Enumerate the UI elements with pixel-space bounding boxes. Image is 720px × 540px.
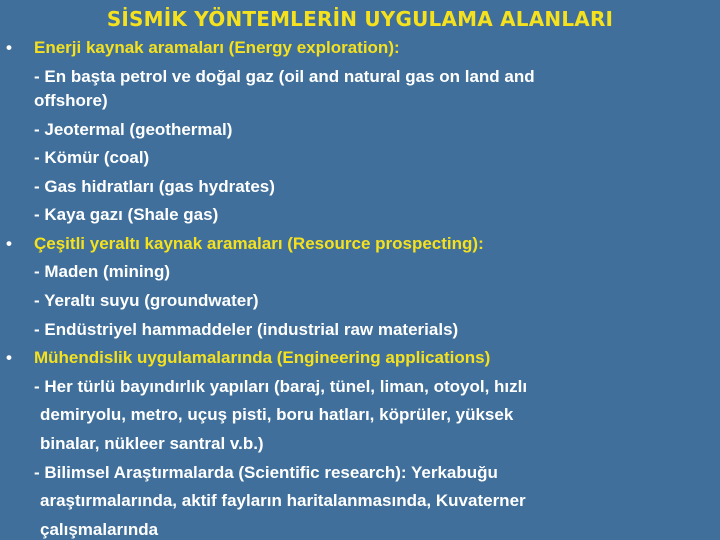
bullet-icon: • bbox=[6, 348, 12, 367]
list-item: - Endüstriyel hammaddeler (industrial raw materials) bbox=[34, 320, 459, 339]
slide-title: SİSMİK YÖNTEMLERİN UYGULAMA ALANLARI bbox=[106, 7, 614, 31]
list-item: - Yeraltı suyu (groundwater) bbox=[34, 291, 259, 310]
list-item-continuation: çalışmalarında bbox=[40, 520, 159, 539]
section-heading-resources: Çeşitli yeraltı kaynak aramaları (Resource prospecting): bbox=[34, 234, 484, 253]
list-item: - Jeotermal (geothermal) bbox=[34, 120, 233, 139]
bullet-icon: • bbox=[6, 234, 12, 253]
list-item: - Kömür (coal) bbox=[34, 148, 150, 167]
list-item: - Maden (mining) bbox=[34, 262, 170, 281]
list-item: - Gas hidratları (gas hydrates) bbox=[34, 177, 275, 196]
section-heading-engineering: Mühendislik uygulamalarında (Engineering applications) bbox=[34, 348, 491, 367]
section-heading-energy: Enerji kaynak aramaları (Energy exploration): bbox=[34, 38, 400, 57]
list-item-continuation: araştırmalarında, aktif fayların haritalanmasında, Kuvaterner bbox=[40, 491, 526, 510]
bullet-icon: • bbox=[6, 38, 12, 57]
list-item-continuation: demiryolu, metro, uçuş pisti, boru hatları, köprüler, yüksek bbox=[40, 405, 514, 424]
list-item: - Bilimsel Araştırmalarda (Scientific research): Yerkabuğu bbox=[34, 463, 498, 482]
list-item: - Kaya gazı (Shale gas) bbox=[34, 205, 219, 224]
list-item: - Her türlü bayındırlık yapıları (baraj, tünel, liman, otoyol, hızlı bbox=[34, 377, 528, 396]
list-item-continuation: offshore) bbox=[34, 91, 108, 110]
list-item-continuation: binalar, nükleer santral v.b.) bbox=[40, 434, 264, 453]
list-item: - En başta petrol ve doğal gaz (oil and natural gas on land and bbox=[34, 67, 535, 86]
